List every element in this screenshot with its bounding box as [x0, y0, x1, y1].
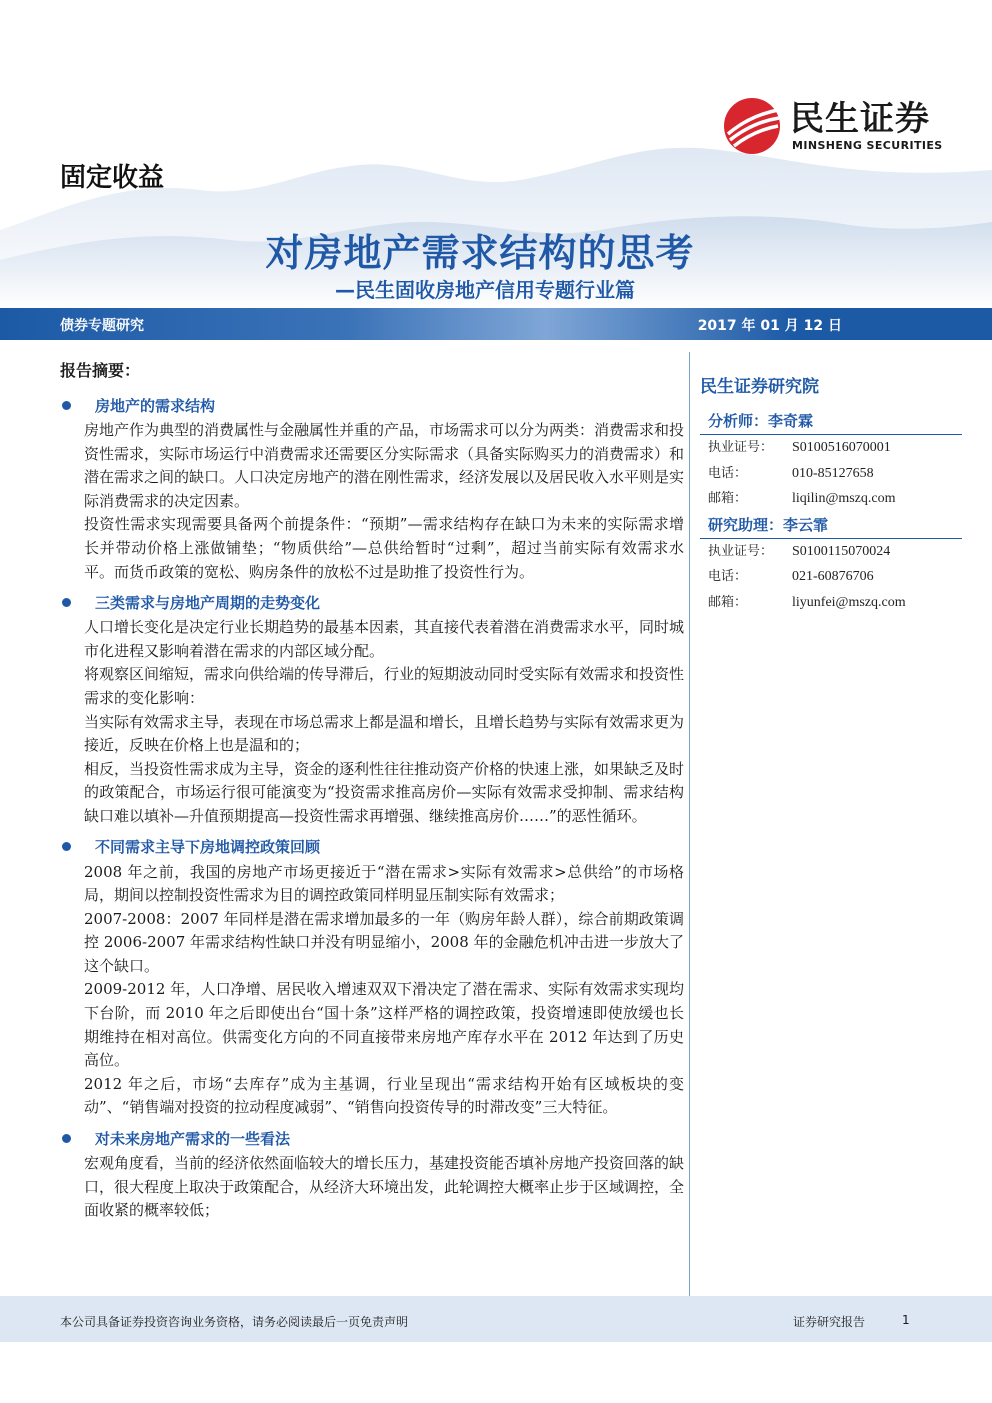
paragraph: 相反，当投资性需求成为主导，资金的逐利性往往推动资产价格的快速上涨，如果缺乏及时的政策配合，市场运行很可能演变为“投资需求推高房价—实际有效需求受抑制、需求结构缺口难以填补—升值预期提高—投资性需求再增强、继续推高房价……”的恶性循环。: [84, 759, 685, 825]
email-link[interactable]: liqilin@mszq.com: [792, 491, 896, 506]
section-heading: [60, 1124, 684, 1152]
bullet-dot-icon: [62, 401, 71, 410]
section-title: 对未来房地产需求的一些看法: [95, 1129, 291, 1148]
analyst-title: 分析师：李奇霖: [700, 408, 962, 435]
brand-name-cn: 民生证券: [790, 99, 930, 139]
brand-name-en: MINSHENG SECURITIES: [792, 139, 943, 152]
paragraph: 2012 年之后，市场“去库存”成为主基调，行业呈现出“需求结构开始有区域板块的变动”、“销售端对投资的拉动程度减弱”、“销售向投资传导的时滞改变”三大特征。: [84, 1074, 684, 1117]
info-row: [700, 435, 962, 461]
info-key: 电话：: [708, 465, 748, 481]
report-date: 2017 年 01 月 12 日: [697, 318, 842, 334]
section-heading: [60, 391, 684, 419]
paragraph: 房地产作为典型的消费属性与金融属性并重的产品，市场需求可以分为两类：消费需求和投资性需求，实际市场运行中消费需求还需要区分实际需求（具备实际购买力的消费需求）和潜在需求之间的缺口。人口决定房地产的潜在刚性需求，经济发展以及居民收入水平则是实际消费需求的决定因素。: [84, 421, 685, 510]
email-link[interactable]: liyunfei@mszq.com: [792, 594, 906, 610]
info-row: [700, 461, 962, 487]
section-heading: [60, 833, 684, 861]
bullet-dot-icon: [62, 842, 71, 851]
paragraph: 投资性需求实现需要具备两个前提条件：“预期”—需求结构存在缺口为未来的实际需求增长并带动价格上涨做铺垫；“物质供给”—总供给暂时“过剩”，超过当前实际有效需求水平。而货币政策的宽松、购房条件的放松不过是助推了投资性行为。: [84, 515, 684, 581]
paragraph: 2009-2012 年，人口净增、居民收入增速双双下滑决定了潜在需求、实际有效需求实现均下台阶，而 2010 年之后即使出台“国十条”这样严格的调控政策，投资增速即使放缓也长期维持在相对高位。供需变化方向的不同直接带来房地产库存水平在 2012 年达到了历史高位。: [84, 980, 684, 1070]
assistant-title: 研究助理：李云霏: [700, 512, 962, 539]
footer-label: 证券研究报告: [793, 1315, 866, 1329]
info-row: [700, 564, 962, 590]
header-band: [0, 308, 992, 340]
footer-disclaimer: 本公司具备证券投资咨询业务资格，请务必阅读最后一页免责声明: [60, 1315, 409, 1329]
report-subtitle: —民生固收房地产信用专题行业篇: [335, 278, 635, 302]
report-type: 债券专题研究: [60, 318, 144, 334]
page-number: 1: [902, 1313, 910, 1327]
info-key: 电话：: [708, 569, 748, 584]
paragraph: 宏观角度看，当前的经济依然面临较大的增长压力，基建投资能否填补房地产投资回落的缺口，很大程度上取决于政策配合，从经济大环境出发，此轮调控大概率止步于区域调控，全面收紧的概率较低；: [84, 1154, 685, 1220]
section-heading: [60, 588, 684, 616]
info-value: S0100115070024: [792, 543, 891, 559]
section-title: 三类需求与房地产周期的走势变化: [95, 593, 321, 612]
bullet-dot-icon: [62, 598, 71, 607]
info-key: 邮箱：: [708, 491, 748, 506]
info-value: 010-85127658: [792, 465, 874, 481]
column-divider: [689, 352, 690, 1297]
info-row: [700, 486, 962, 512]
info-row: [700, 539, 962, 565]
report-title: 对房地产需求结构的思考: [265, 231, 695, 275]
abstract-content: [60, 357, 684, 1223]
paragraph: 将观察区间缩短，需求向供给端的传导滞后，行业的短期波动同时受实际有效需求和投资性需求的变化影响：: [84, 665, 685, 707]
paragraph: 当实际有效需求主导，表现在市场总需求上都是温和增长，且增长趋势与实际有效需求更为接近，反映在价格上也是温和的；: [84, 712, 685, 755]
paragraph: 2008 年之前，我国的房地产市场更接近于“潜在需求>实际有效需求>总供给”的市场格局，期间以控制投资性需求为目的调控政策同样明显压制实际有效需求；: [84, 862, 684, 905]
info-key: 执业证号：: [708, 440, 774, 455]
abstract-heading: 报告摘要：: [60, 361, 141, 380]
sidebar: [700, 372, 962, 615]
bullet-dot-icon: [62, 1134, 71, 1143]
institute-name: 民生证券研究院: [700, 377, 819, 397]
info-row: [700, 590, 962, 616]
info-key: 邮箱：: [708, 594, 748, 610]
info-key: 执业证号：: [708, 543, 774, 559]
paragraph: 2007-2008：2007 年同样是潜在需求增加最多的一年（购房年龄人群），综合前期政策调控 2006-2007 年需求结构性缺口并没有明显缩小，2008 年的金融危机冲击进一步放大了这个缺口。: [84, 909, 684, 975]
section-title: 房地产的需求结构: [95, 396, 216, 415]
report-category: 固定收益: [60, 163, 165, 193]
paragraph: 人口增长变化是决定行业长期趋势的最基本因素，其直接代表着潜在消费需求水平，同时城市化进程又影响着潜在需求的内部区域分配。: [84, 618, 685, 660]
section-title: 不同需求主导下房地调控政策回顾: [95, 838, 321, 856]
info-value: 021-60876706: [792, 569, 874, 584]
info-value: S0100516070001: [792, 440, 891, 455]
